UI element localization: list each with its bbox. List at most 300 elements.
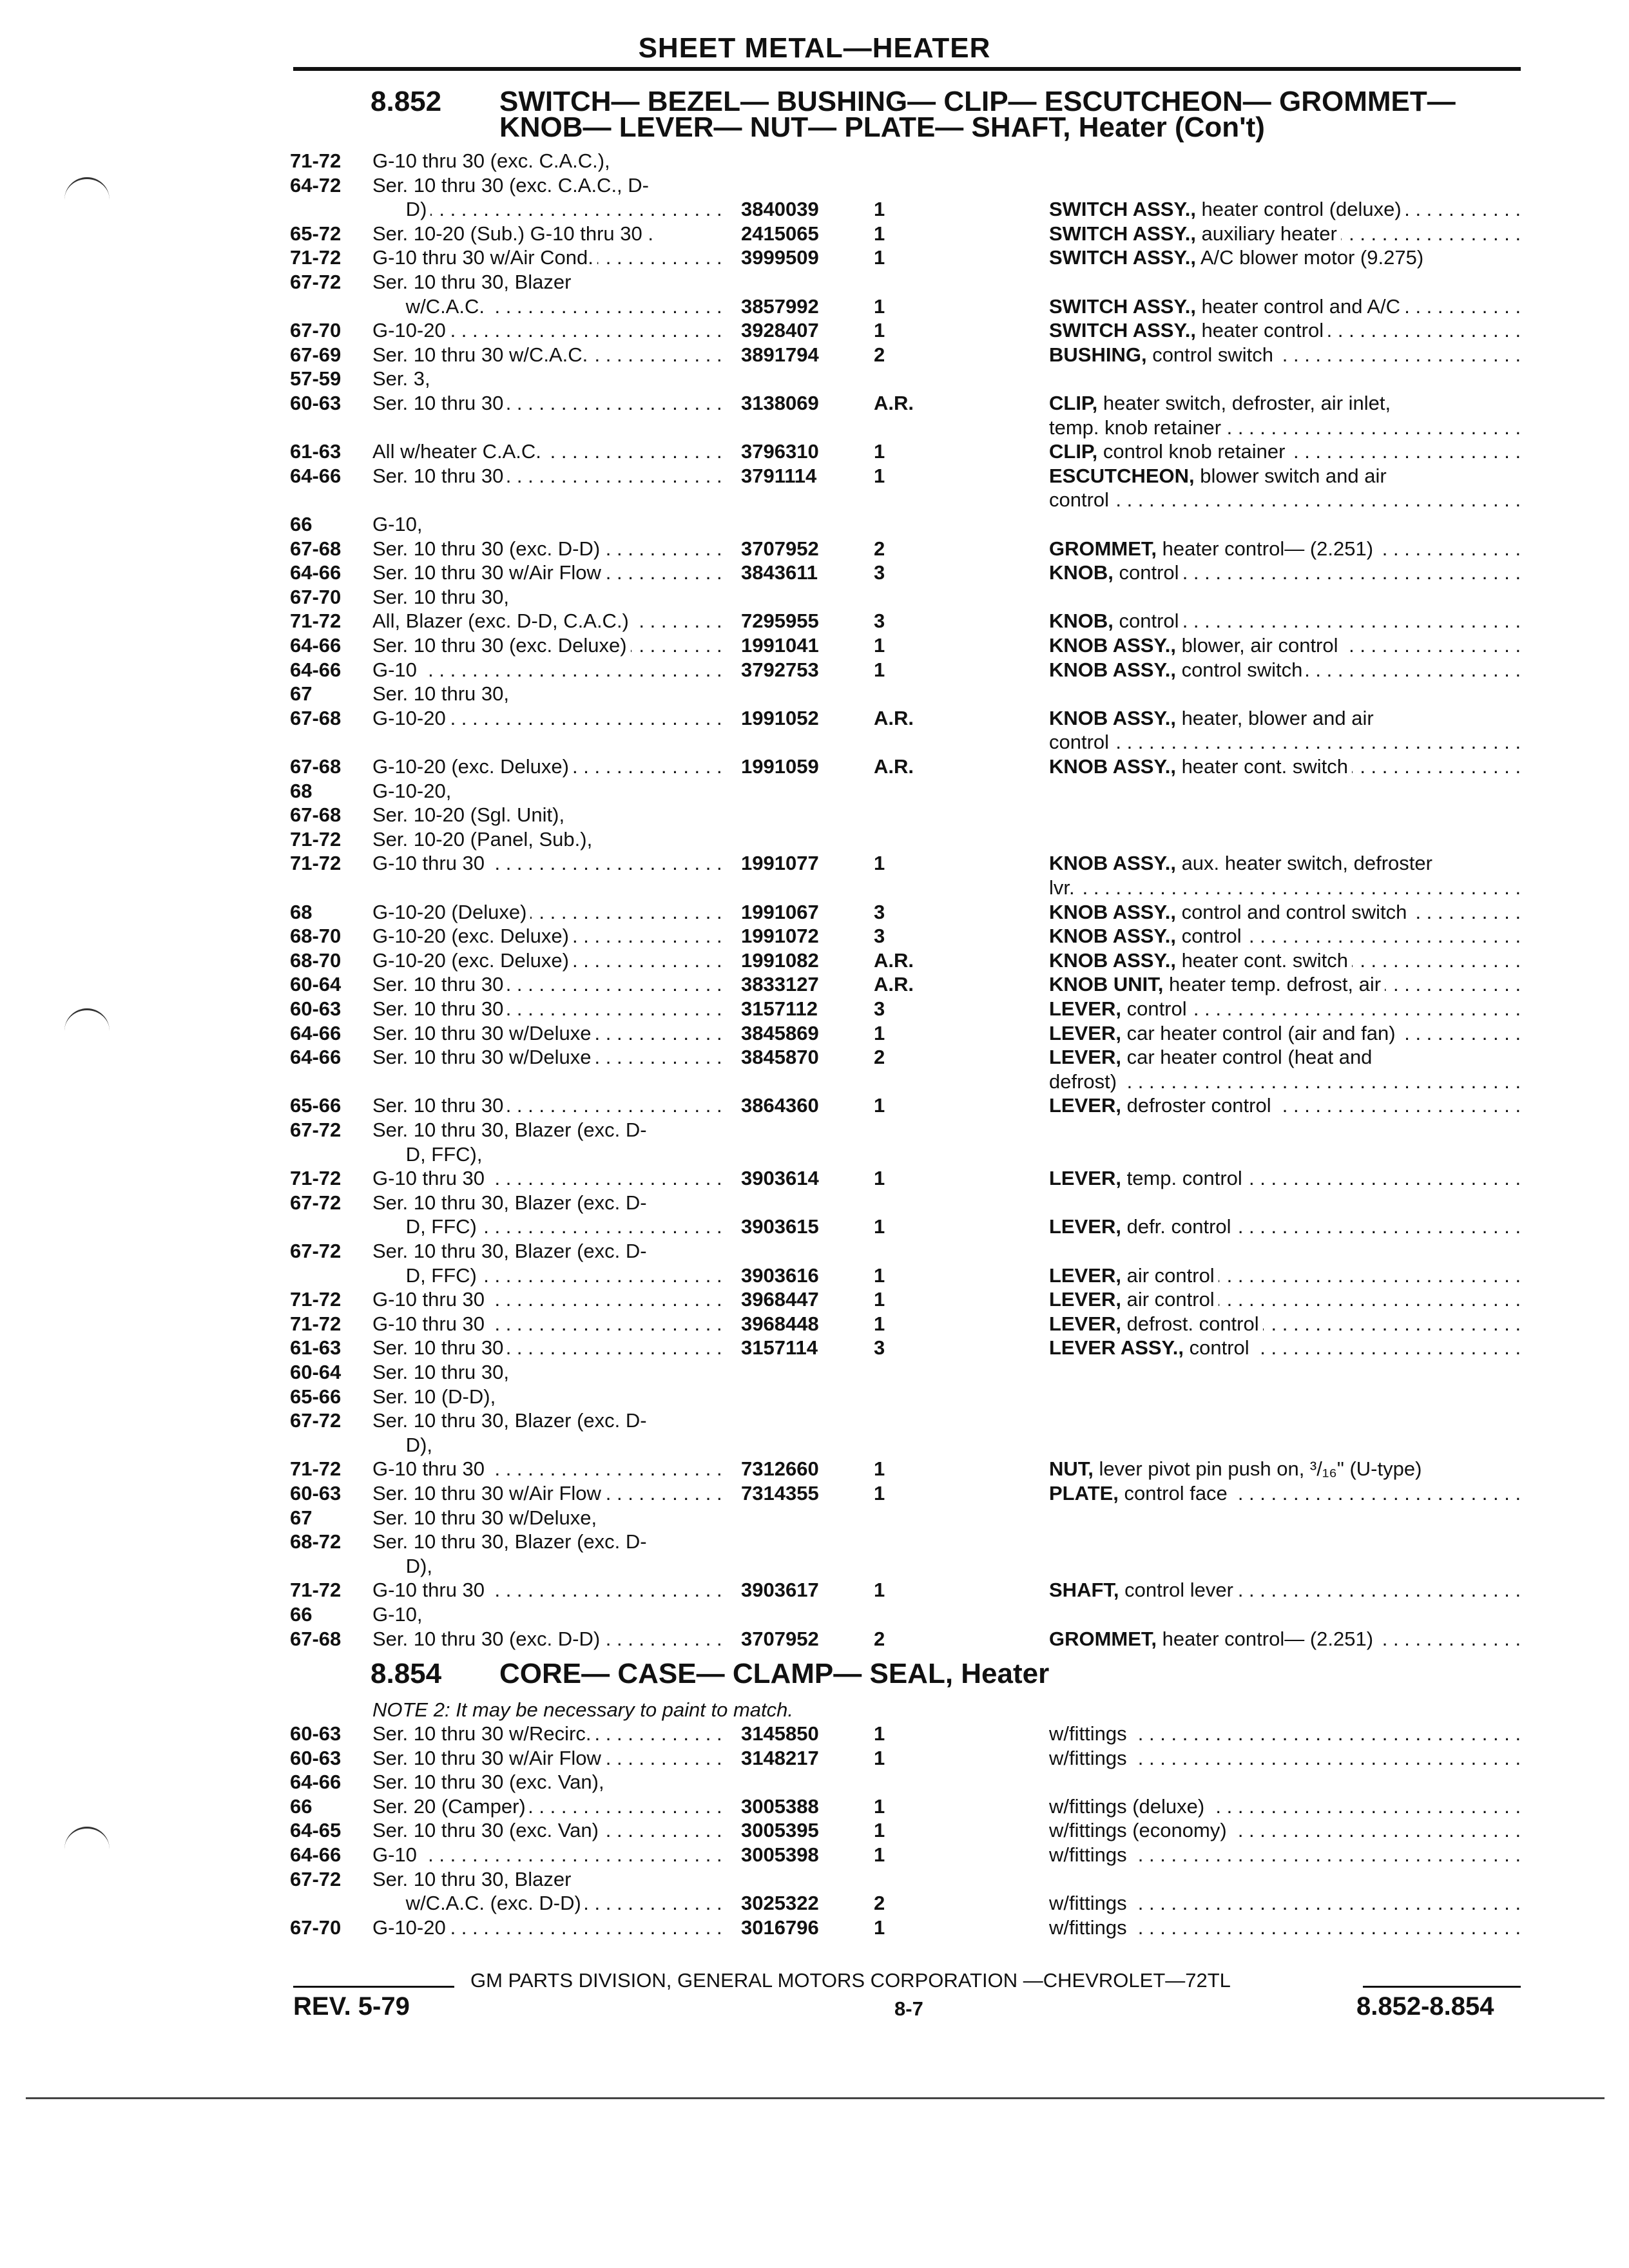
description-text [1049,610,1183,632]
quantity: 2 [874,1892,885,1914]
table-row [0,707,1629,730]
table-row [0,1795,1629,1818]
description-text [1049,973,1385,995]
part-number: 3157114 [741,1336,818,1359]
table-row [0,1747,1629,1770]
table-row [0,1070,1629,1093]
part-description [1049,246,1519,269]
description-name: KNOB ASSY., [1049,707,1176,729]
part-description [1049,658,1519,682]
description-detail: control [1175,925,1242,947]
description-text [1049,416,1225,439]
description-detail: heater control (deluxe) [1195,198,1402,220]
quantity: 1 [874,1916,885,1939]
quantity: A.R. [874,707,914,729]
part-description [1049,1022,1519,1045]
description-detail: control [1113,610,1179,632]
description-name: KNOB ASSY., [1049,949,1176,972]
model-application [372,1167,720,1190]
model-years: 61-63 [290,1336,342,1359]
description-detail: heater cont. switch [1175,755,1349,778]
description-detail: auxiliary heater [1195,222,1337,245]
model-application [372,1143,720,1166]
model-text: Ser. 10 thru 30 w/Deluxe [372,1046,595,1068]
model-years: 67-70 [290,586,342,608]
model-text: All w/heater C.A.C. [372,440,545,463]
model-text: G-10 thru 30 [372,1579,488,1601]
part-description [1049,1264,1519,1287]
table-row [0,1167,1629,1190]
model-years: 71-72 [290,852,342,874]
model-application [372,1094,720,1117]
model-text: Ser. 10 thru 30, Blazer (exc. D- [372,1530,651,1553]
model-application [372,271,720,294]
model-years: 64-66 [290,1843,342,1866]
part-description [1049,488,1519,512]
part-description [1049,973,1519,996]
part-number: 3903615 [741,1215,819,1238]
footer-division: GM PARTS DIVISION, GENERAL MOTORS CORPORATION —CHEVROLET—72TL [470,1969,1231,1992]
table-row [0,488,1629,512]
model-application [372,1385,720,1408]
part-number: 3845870 [741,1046,819,1068]
part-description [1049,901,1519,924]
part-number: 1991067 [741,901,819,923]
model-application [372,319,720,342]
table-row [0,731,1629,754]
description-text [1049,1579,1237,1601]
description-text [1049,246,1427,269]
model-application [372,246,720,269]
part-description [1049,852,1519,875]
model-application [372,780,720,803]
part-description [1049,610,1519,633]
model-years: 64-66 [290,561,342,584]
part-number: 3845869 [741,1022,819,1044]
model-years: 71-72 [290,828,342,850]
part-number: 3843611 [741,561,818,584]
quantity: 2 [874,1628,885,1650]
description-text [1049,198,1405,220]
quantity: 3 [874,901,885,923]
description-detail: heater control [1195,319,1324,341]
description-detail: control knob retainer [1097,440,1286,463]
model-years: 64-66 [290,658,342,681]
part-description [1049,1482,1519,1505]
table-row [0,1434,1629,1457]
description-name: SWITCH ASSY., [1049,295,1196,318]
model-text: G-10 thru 30 [372,1288,488,1311]
part-number: 3148217 [741,1747,819,1769]
description-text [1049,1892,1131,1914]
quantity: A.R. [874,949,914,972]
description-name: LEVER, [1049,1094,1121,1117]
model-application [372,465,720,488]
model-text: G-10-20 (Deluxe) [372,901,530,923]
quantity: 1 [874,319,885,341]
part-description [1049,1747,1519,1770]
part-description [1049,1167,1519,1190]
description-detail: heater control— (2.251) [1157,537,1374,560]
quantity: 2 [874,343,885,366]
table-row [0,803,1629,827]
model-text: Ser. 10-20 (Sgl. Unit), [372,803,568,826]
model-years: 67-72 [290,1240,342,1262]
model-application [372,1579,720,1602]
model-years: 67-68 [290,803,342,826]
model-years: 67-68 [290,707,342,729]
description-detail: lvr. [1049,876,1075,899]
part-description [1049,731,1519,754]
table-row [0,1843,1629,1867]
table-row [0,295,1629,318]
quantity: 3 [874,1336,885,1359]
quantity: 1 [874,198,885,220]
model-text: Ser. 10 thru 30 (exc. Van), [372,1771,608,1793]
model-text: D), [372,1434,436,1456]
model-text: G-10 thru 30 [372,1457,488,1480]
footer-rule-right [1363,1986,1521,1988]
model-years: 68-72 [290,1530,342,1553]
model-text: Ser. 10 thru 30 [372,392,507,414]
description-text [1049,222,1341,245]
model-text: w/C.A.C. (exc. D-D) [372,1892,585,1914]
description-detail: air control [1121,1288,1215,1311]
model-text: D, FFC) [372,1215,481,1238]
quantity: 1 [874,1022,885,1044]
description-text [1049,392,1394,414]
model-years: 60-63 [290,392,342,414]
model-years: 64-66 [290,1046,342,1068]
model-application [372,1722,720,1745]
table-row [0,610,1629,633]
description-name: KNOB UNIT, [1049,973,1164,995]
part-number: 3005398 [741,1843,819,1866]
description-name: NUT, [1049,1457,1094,1480]
part-description [1049,537,1519,561]
model-years: 64-66 [290,1771,342,1793]
model-years: 68-70 [290,949,342,972]
part-description [1049,1579,1519,1602]
model-text: Ser. 10 thru 30, Blazer [372,1868,575,1890]
part-number: 3928407 [741,319,819,341]
model-text: Ser. 10 thru 30 w/Air Flow [372,1482,605,1504]
description-detail: control [1184,1336,1249,1359]
model-application [372,1022,720,1045]
description-detail: control [1049,731,1110,753]
model-application [372,803,720,827]
footer-revision: REV. 5-79 [293,1992,410,2021]
model-text: Ser. 10 thru 30, [372,586,513,608]
description-detail: control face [1118,1482,1228,1504]
part-number: 1991077 [741,852,819,874]
description-detail: control [1121,997,1187,1020]
model-years: 67 [290,1506,313,1529]
quantity: 1 [874,1215,885,1238]
table-row [0,1361,1629,1384]
description-text [1049,949,1352,972]
part-number: 1991082 [741,949,819,972]
section-number: 8.852 [371,86,442,117]
model-application [372,634,720,657]
description-text [1049,1046,1376,1068]
part-description [1049,1795,1519,1818]
description-text [1049,1747,1131,1769]
table-row [0,416,1629,439]
description-detail: air control [1121,1264,1215,1287]
model-years: 67-69 [290,343,342,366]
description-text [1049,901,1411,923]
model-application [372,925,720,948]
model-years: 71-72 [290,610,342,632]
model-years: 65-66 [290,1385,342,1408]
part-number: 3864360 [741,1094,819,1117]
description-detail: control and control switch [1175,901,1407,923]
model-application [372,1046,720,1069]
description-text [1049,561,1183,584]
description-detail: w/fittings [1049,1747,1127,1769]
part-description [1049,634,1519,657]
table-row [0,997,1629,1021]
description-detail: defr. control [1121,1215,1231,1238]
model-application [372,561,720,584]
model-application [372,658,720,682]
section-note: NOTE 2: It may be necessary to paint to match. [372,1698,793,1721]
description-text [1049,319,1327,341]
description-name: LEVER, [1049,1022,1121,1044]
description-name: BUSHING, [1049,343,1147,366]
model-application [372,586,720,609]
model-application [372,901,720,924]
description-text [1049,658,1306,681]
table-row [0,1722,1629,1745]
table-row [0,1819,1629,1842]
model-text: Ser. 10-20 (Panel, Sub.), [372,828,596,850]
model-years: 60-63 [290,1722,342,1745]
model-text: G-10-20 (exc. Deluxe) [372,755,573,778]
table-row [0,755,1629,778]
part-number: 3999509 [741,246,819,269]
part-number: 1991059 [741,755,819,778]
description-text [1049,731,1113,753]
model-text: Ser. 10-20 (Sub.) G-10 thru 30 . [372,222,657,245]
description-name: KNOB, [1049,561,1113,584]
table-row [0,1506,1629,1530]
description-name: CLIP, [1049,440,1098,463]
table-row [0,1771,1629,1794]
part-description [1049,343,1519,367]
model-years: 65-66 [290,1094,342,1117]
model-years: 61-63 [290,440,342,463]
model-text: G-10 thru 30 [372,1167,488,1189]
quantity: 1 [874,222,885,245]
part-number: 3796310 [741,440,819,463]
model-text: G-10, [372,513,427,535]
model-text: G-10, [372,1603,427,1626]
description-text [1049,1795,1208,1818]
table-row [0,780,1629,803]
part-number: 1991072 [741,925,819,947]
model-years: 71-72 [290,1579,342,1601]
table-row [0,465,1629,488]
part-description [1049,1215,1519,1238]
table-row [0,658,1629,682]
model-application [372,1457,720,1481]
description-text [1049,1070,1121,1093]
model-years: 64-65 [290,1819,342,1841]
model-application [372,440,720,463]
model-text: Ser. 10 thru 30 [372,465,507,487]
model-application [372,682,720,706]
quantity: 1 [874,852,885,874]
part-description [1049,1457,1519,1481]
footer-section-range: 8.852-8.854 [1356,1992,1494,2021]
model-text: w/C.A.C. [372,295,488,318]
model-years: 71-72 [290,1312,342,1335]
table-row [0,198,1629,221]
description-name: SWITCH ASSY., [1049,319,1196,341]
description-detail: blower switch and air [1194,465,1387,487]
model-application [372,1361,720,1384]
description-name: LEVER, [1049,1264,1121,1287]
model-text: Ser. 10 thru 30, Blazer (exc. D- [372,1409,651,1432]
model-text: G-10 thru 30 w/Air Cond. [372,246,597,269]
part-number: 3138069 [741,392,819,414]
model-application [372,1119,720,1142]
part-description [1049,416,1519,439]
table-row [0,1022,1629,1045]
quantity: 1 [874,465,885,487]
part-number: 3840039 [741,198,819,220]
table-row [0,1046,1629,1069]
model-application [372,1892,720,1915]
description-detail: lever pivot pin push on, ³/₁₆" (U-type) [1093,1457,1422,1480]
part-number: 3005388 [741,1795,819,1818]
table-row [0,1336,1629,1360]
model-application [372,973,720,996]
description-detail: heater temp. defrost, air [1163,973,1382,995]
model-text: G-10-20 (exc. Deluxe) [372,949,573,972]
description-text [1049,1288,1219,1311]
model-application [372,1312,720,1336]
model-application [372,852,720,875]
description-name: LEVER, [1049,1312,1121,1335]
description-name: LEVER, [1049,1288,1121,1311]
model-years: 60-64 [290,973,342,995]
quantity: 1 [874,1167,885,1189]
description-text [1049,1916,1131,1939]
quantity: 1 [874,1312,885,1335]
part-description [1049,1336,1519,1360]
model-years: 60-63 [290,1747,342,1769]
model-text: Ser. 10 thru 30, [372,1361,513,1383]
part-description [1049,1916,1519,1939]
quantity: 3 [874,561,885,584]
description-detail: w/fittings [1049,1843,1127,1866]
quantity: 1 [874,1747,885,1769]
model-years: 67-72 [290,1409,342,1432]
table-row [0,1579,1629,1602]
description-text [1049,1022,1400,1044]
model-text: Ser. 10 thru 30 w/Deluxe [372,1022,595,1044]
model-application [372,198,720,221]
table-row [0,271,1629,294]
part-description [1049,1892,1519,1915]
part-description [1049,1843,1519,1867]
model-application [372,1215,720,1238]
part-number: 2415065 [741,222,819,245]
description-text [1049,997,1191,1020]
description-name: SWITCH ASSY., [1049,222,1196,245]
table-row [0,440,1629,463]
model-years: 60-63 [290,1482,342,1504]
part-description [1049,1819,1519,1842]
model-text: G-10 [372,658,421,681]
model-text: Ser. 10 thru 30 [372,997,507,1020]
table-row [0,1240,1629,1263]
model-application [372,1288,720,1311]
table-row [0,586,1629,609]
model-application [372,1240,720,1263]
part-description [1049,755,1519,778]
model-text: G-10-20 [372,1916,450,1939]
description-text [1049,1336,1253,1359]
quantity: 1 [874,1819,885,1841]
section-number: 8.854 [371,1658,442,1689]
quantity: 1 [874,634,885,657]
description-name: KNOB ASSY., [1049,658,1176,681]
model-application [372,1191,720,1215]
quantity: 1 [874,440,885,463]
quantity: A.R. [874,392,914,414]
table-row [0,1143,1629,1166]
model-text: Ser. 10 thru 30 (exc. Deluxe) [372,634,631,657]
footer-page-number: 8-7 [894,1997,923,2020]
model-years: 67-70 [290,319,342,341]
description-name: KNOB ASSY., [1049,634,1176,657]
model-text: G-10-20 [372,707,450,729]
table-row [0,1094,1629,1117]
model-years: 64-72 [290,174,342,197]
model-years: 71-72 [290,246,342,269]
description-text [1049,876,1079,899]
part-number: 7295955 [741,610,819,632]
quantity: 1 [874,1482,885,1504]
model-application [372,1530,720,1553]
model-years: 71-72 [290,1457,342,1480]
table-row [0,1628,1629,1651]
model-text: Ser. 10 thru 30 [372,973,507,995]
model-years: 67-72 [290,271,342,293]
part-number: 1991041 [741,634,819,657]
quantity: 1 [874,246,885,269]
description-detail: control switch [1175,658,1303,681]
part-description [1049,465,1519,488]
model-application [372,828,720,851]
part-number: 7314355 [741,1482,819,1504]
model-application [372,1506,720,1530]
description-text [1049,1094,1275,1117]
description-text [1049,488,1113,511]
part-number: 3157112 [741,997,818,1020]
model-years: 64-66 [290,634,342,657]
table-row [0,1916,1629,1939]
description-name: KNOB ASSY., [1049,925,1176,947]
model-text: G-10-20 (exc. Deluxe) [372,925,573,947]
table-row [0,367,1629,390]
footer-rule-left [293,1986,454,1988]
table-row [0,1264,1629,1287]
